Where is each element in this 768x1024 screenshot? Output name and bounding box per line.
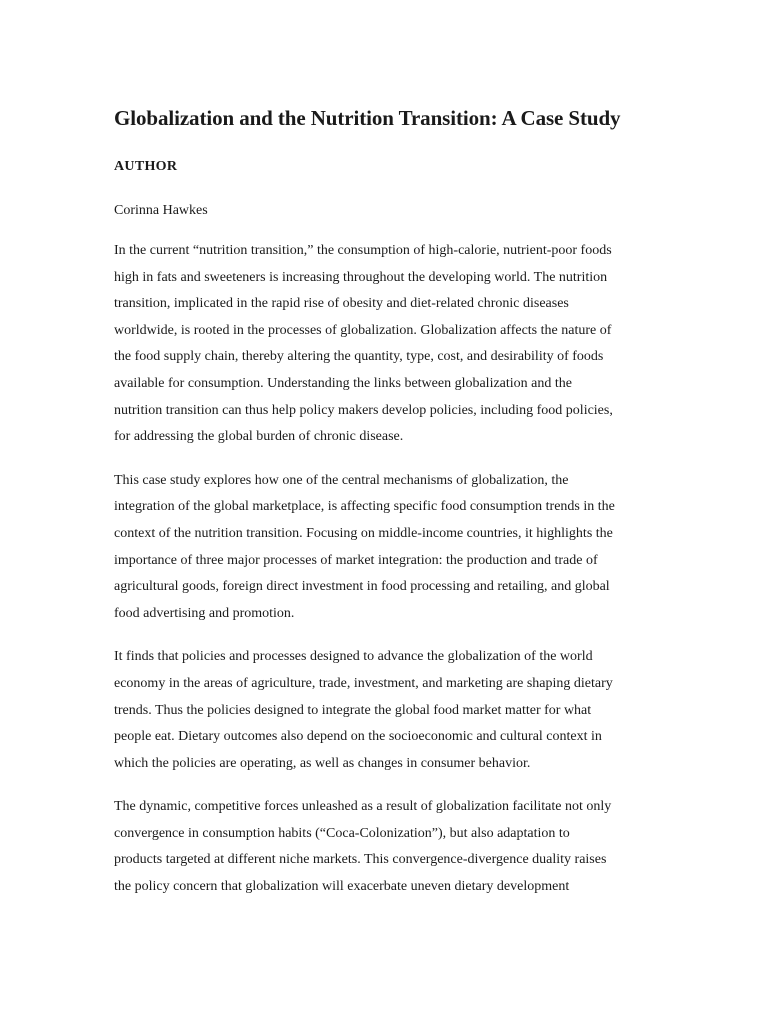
paragraph-line: context of the nutrition transition. Focusing on middle-income countries, it highlights the: [114, 525, 613, 541]
author-name: Corinna Hawkes: [114, 203, 208, 218]
document-page: [114, 104, 658, 901]
paragraph-line: agricultural goods, foreign direct investment in food processing and retailing, and global: [114, 579, 610, 595]
author-heading: AUTHOR: [114, 159, 178, 174]
paragraph-3: [114, 644, 658, 777]
paragraph-line: food advertising and promotion.: [114, 605, 295, 621]
paragraph-line: In the current “nutrition transition,” the consumption of high-calorie, nutrient-poor foods: [114, 243, 612, 258]
paragraph-line: transition, implicated in the rapid rise of obesity and diet-related chronic diseases: [114, 296, 569, 312]
paragraph-line: The dynamic, competitive forces unleashed as a result of globalization facilitate not only: [114, 799, 612, 815]
paragraph-line: the policy concern that globalization will exacerbate uneven dietary development: [114, 879, 570, 895]
paragraph-1: [114, 238, 658, 451]
paragraph-line: worldwide, is rooted in the processes of globalization. Globalization affects the nature of: [114, 322, 612, 338]
paragraph-line: nutrition transition can thus help policy makers develop policies, including food policies,: [114, 402, 613, 418]
paragraph-4: [114, 794, 658, 900]
paragraph-line: integration of the global marketplace, is affecting specific food consumption trends in the: [114, 499, 615, 515]
paragraph-line: high in fats and sweeteners is increasing throughout the developing world. The nutrition: [114, 269, 608, 285]
paragraph-line: people eat. Dietary outcomes also depend on the socioeconomic and cultural context in: [114, 729, 602, 745]
paragraph-line: This case study explores how one of the central mechanisms of globalization, the: [114, 472, 569, 488]
paragraph-line: importance of three major processes of market integration: the production and trade of: [114, 552, 598, 568]
paragraph-line: convergence in consumption habits (“Coca-Colonization”), but also adaptation to: [114, 825, 570, 841]
paragraph-line: trends. Thus the policies designed to integrate the global food market matter for what: [114, 702, 592, 718]
paragraph-line: which the policies are operating, as well as changes in consumer behavior.: [114, 755, 531, 771]
paragraph-line: It finds that policies and processes designed to advance the globalization of the world: [114, 649, 593, 665]
document-title: Globalization and the Nutrition Transition: A Case Study: [114, 106, 621, 130]
paragraph-2: [114, 468, 658, 628]
paragraph-line: economy in the areas of agriculture, trade, investment, and marketing are shaping dietary: [114, 675, 613, 691]
paragraph-line: the food supply chain, thereby altering the quantity, type, cost, and desirability of foods: [114, 349, 604, 365]
paragraph-line: available for consumption. Understanding the links between globalization and the: [114, 375, 572, 391]
paragraph-line: products targeted at different niche markets. This convergence-divergence duality raises: [114, 852, 607, 868]
paragraph-line: for addressing the global burden of chronic disease.: [114, 429, 404, 445]
